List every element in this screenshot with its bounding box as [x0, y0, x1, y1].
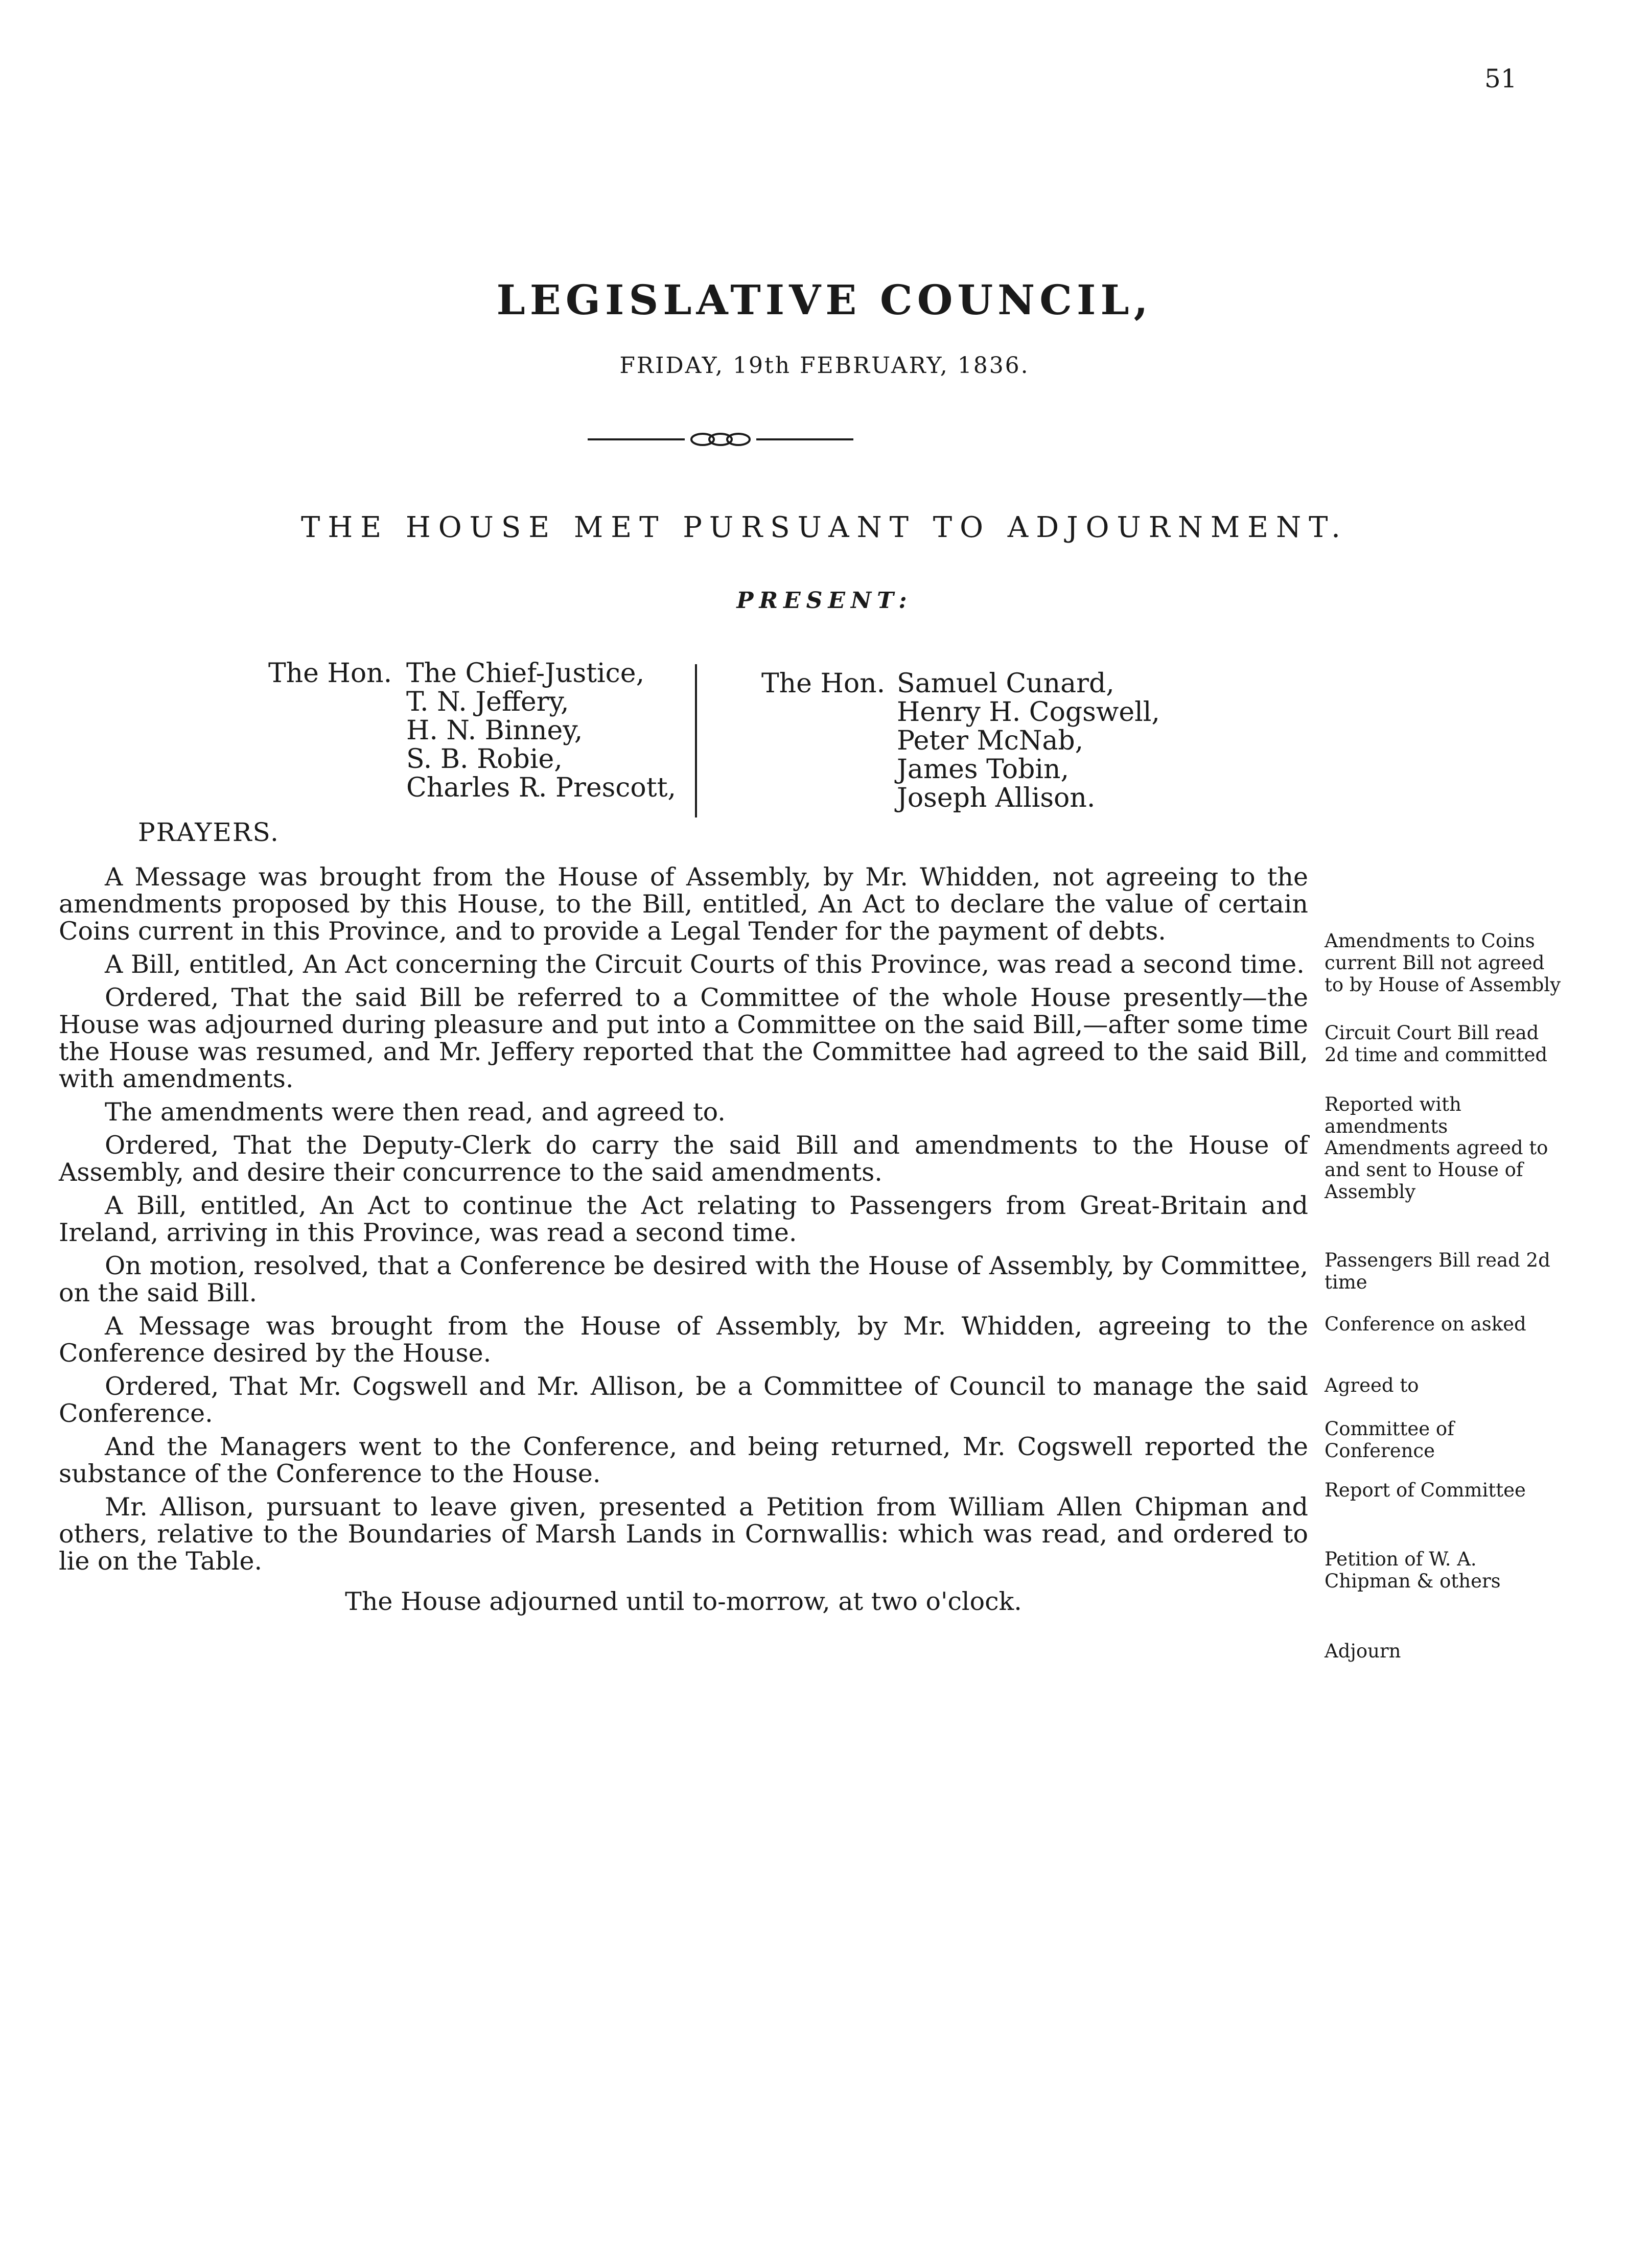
members-left-label	[268, 659, 392, 688]
members-right-label	[761, 669, 885, 698]
ornamental-divider	[588, 429, 853, 450]
prayers-heading: PRAYERS.	[138, 817, 280, 847]
margin-note: Agreed to	[1325, 1374, 1419, 1396]
member-name: Henry H. Cogswell,	[897, 697, 1160, 728]
margin-note: Amendments agreed to and sent to House of Assembly	[1325, 1137, 1548, 1203]
margin-note: Conference on asked	[1325, 1313, 1526, 1335]
column-divider	[695, 664, 697, 817]
page-number: 51	[1484, 64, 1517, 93]
present-heading: PRESENT:	[736, 588, 913, 614]
closing-line: The House adjourned until to-morrow, at two o'clock.	[345, 1587, 1022, 1616]
margin-note: Reported with amendments	[1325, 1093, 1461, 1137]
member-name: James Tobin,	[897, 754, 1070, 785]
page-title: LEGISLATIVE COUNCIL,	[496, 276, 1153, 324]
margin-note: Circuit Court Bill read 2d time and committed	[1325, 1022, 1548, 1066]
members-right-list	[897, 669, 1160, 812]
paragraph: And the Managers went to the Conference, and being returned, Mr. Cogswell reported the substance of the Conference to the House.	[59, 1432, 1308, 1488]
paragraph: Ordered, That the said Bill be referred to a Committee of the whole House presently—the House was adjourned during pleasure and put into a Committee on the said Bill,—after some time the House was resumed, and Mr. Jeffery reported that the Committee had agreed to the said Bill, with amendments.	[59, 983, 1308, 1093]
member-name: Charles R. Prescott,	[406, 773, 677, 803]
member-name: S. B. Robie,	[406, 744, 563, 775]
paragraph: Ordered, That Mr. Cogswell and Mr. Allison, be a Committee of Council to manage the said Conference.	[59, 1372, 1308, 1428]
hon-label: The Hon.	[761, 668, 886, 699]
members-left-list	[406, 659, 676, 802]
margin-note: Petition of W. A. Chipman & others	[1325, 1548, 1501, 1592]
member-name: Samuel Cunard,	[897, 668, 1114, 699]
paragraph: A Message was brought from the House of Assembly, by Mr. Whidden, agreeing to the Conference desired by the House.	[59, 1312, 1308, 1368]
hon-label: The Hon.	[268, 658, 392, 689]
member-name: Joseph Allison.	[897, 783, 1096, 813]
paragraph: Ordered, That the Deputy-Clerk do carry the said Bill and amendments to the House of Assembly, and desire their concurrence to the said amendments.	[59, 1131, 1308, 1187]
paragraph: A Bill, entitled, An Act to continue the Act relating to Passengers from Great-Britain and Ireland, arriving in this Province, was read a second time.	[59, 1191, 1308, 1247]
paragraph: A Bill, entitled, An Act concerning the Circuit Courts of this Province, was read a second time.	[105, 950, 1305, 979]
member-name: The Chief-Justice,	[406, 658, 645, 689]
member-name: H. N. Binney,	[406, 715, 583, 746]
paragraph: On motion, resolved, that a Conference be desired with the House of Assembly, by Committee, on the said Bill.	[59, 1251, 1308, 1307]
paragraph: Mr. Allison, pursuant to leave given, presented a Petition from William Allen Chipman and others, relative to the Boundaries of Marsh Lands in Cornwallis: which was read, and ordered to lie on the Table.	[59, 1492, 1308, 1576]
member-name: Peter McNab,	[897, 726, 1084, 756]
margin-note: Report of Committee	[1325, 1479, 1526, 1501]
margin-note: Passengers Bill read 2d time	[1325, 1249, 1550, 1293]
margin-notes	[1325, 0, 1565, 2268]
proceedings-body	[59, 863, 1308, 1621]
session-date: FRIDAY, 19th FEBRUARY, 1836.	[619, 353, 1030, 379]
paragraph: A Message was brought from the House of Assembly, by Mr. Whidden, not agreeing to the amendments proposed by this House, to the Bill, entitled, An Act to declare the value of certain Coins current in this Province, and to provide a Legal Tender for the payment of debts.	[59, 862, 1308, 946]
paragraph: The amendments were then read, and agreed to.	[105, 1097, 726, 1127]
member-name: T. N. Jeffery,	[406, 687, 569, 717]
house-met-heading: THE HOUSE MET PURSUANT TO ADJOURNMENT.	[301, 511, 1348, 544]
margin-note: Adjourn	[1325, 1640, 1401, 1662]
margin-note: Amendments to Coins current Bill not agreed to by House of Assembly	[1325, 930, 1561, 996]
margin-note: Committee of Conference	[1325, 1418, 1454, 1462]
